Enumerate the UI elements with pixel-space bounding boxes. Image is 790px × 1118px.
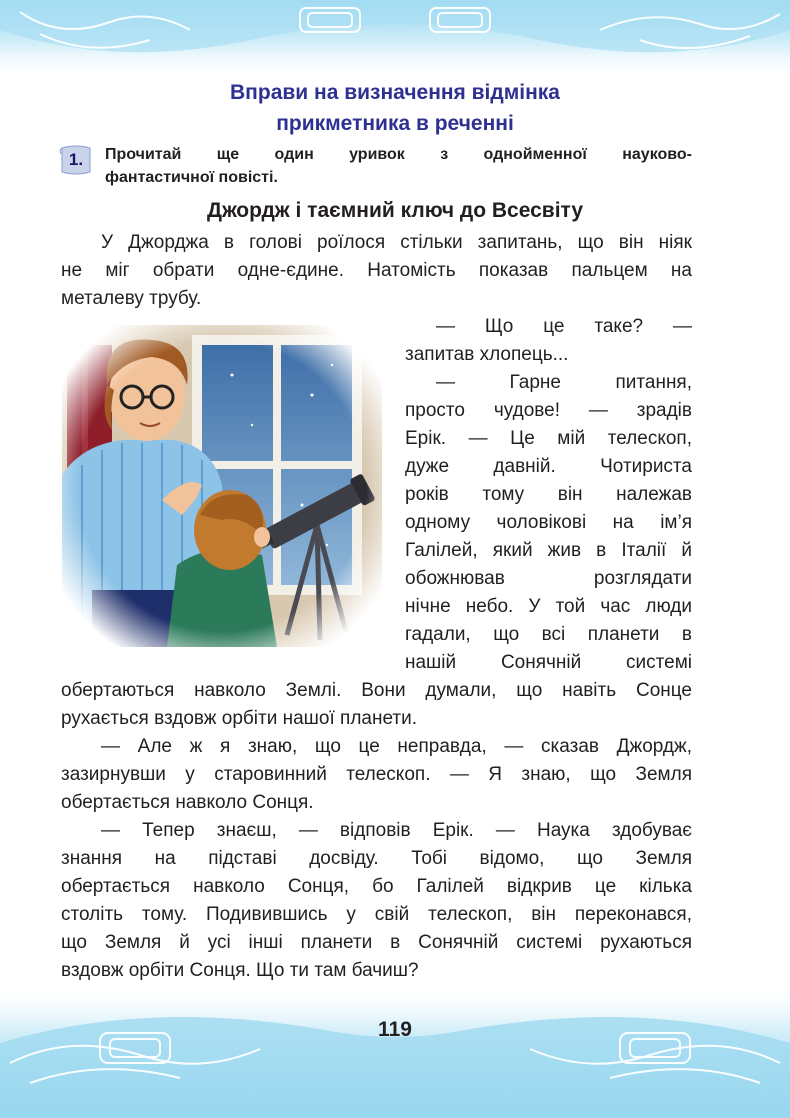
story-line: У Джорджа в голові роїлося стільки запитань, що він ніяк xyxy=(101,232,692,253)
story-line: років тому він належав xyxy=(405,484,692,505)
story-line: металеву трубу. xyxy=(61,288,202,309)
task-instruction-line-1: Прочитай ще один уривок з однойменної науково- xyxy=(105,146,692,163)
story-line: що Земля й усі інші планети в Сонячній системі рухаються xyxy=(61,932,692,953)
story-line: нічне небо. У той час люди xyxy=(405,596,692,617)
story-line: одному чоловікові на ім’я xyxy=(405,512,692,533)
story-line: зазирнувши у старовинний телескоп. — Я знаю, що Земля xyxy=(61,764,692,785)
story-line: століть тому. Подивившись у свій телескоп, він переконався, xyxy=(61,904,692,925)
story-line: рухається вздовж орбіти нашої планети. xyxy=(61,708,417,729)
section-title-line-1: Вправи на визначення відмінка xyxy=(230,81,560,104)
bottom-decorative-border xyxy=(0,983,790,1118)
task-number-badge xyxy=(58,142,94,178)
story-line: просто чудове! — зрадів xyxy=(405,400,692,421)
story-line: не міг обрати одне-єдине. Натомість показав пальцем на xyxy=(61,260,692,281)
story-line: — Гарне питання, xyxy=(436,372,692,393)
story-line: — Що це таке? — xyxy=(436,316,692,337)
story-line: обертаються навколо Землі. Вони думали, що навіть Сонце xyxy=(61,680,692,701)
story-line: нашій Сонячній системі xyxy=(405,652,692,673)
story-line: обожнював розглядати xyxy=(405,568,692,589)
task-number: 1. xyxy=(68,150,84,169)
section-title-line-2: прикметника в реченні xyxy=(276,112,514,135)
story-line: знання на підставі досвіду. Тобі відомо, що Земля xyxy=(61,848,692,869)
page-number: 119 xyxy=(378,1018,412,1041)
story-line: — Тепер знаєш, — відповів Ерік. — Наука здобуває xyxy=(101,820,692,841)
story-line: дуже давній. Чотириста xyxy=(405,456,692,477)
story-line: вздовж орбіти Сонця. Що ти там бачиш? xyxy=(61,960,419,981)
telescope-illustration xyxy=(62,325,382,647)
story-line: Ерік. — Це мій телескоп, xyxy=(405,428,692,449)
top-decorative-border xyxy=(0,0,790,80)
story-line: запитав хлопець... xyxy=(405,344,569,365)
story-line: обертається навколо Сонця, бо Галілей відкрив це кілька xyxy=(61,876,692,897)
task-instruction-line-2: фантастичної повісті. xyxy=(105,169,278,186)
story-line: обертається навколо Сонця. xyxy=(61,792,314,813)
story-title: Джордж і таємний ключ до Всесвіту xyxy=(206,199,584,222)
story-line: гадали, що всі планети в xyxy=(405,624,692,645)
story-line: Галілей, який жив в Італії й xyxy=(405,540,692,561)
story-line: — Але ж я знаю, що це неправда, — сказав Джордж, xyxy=(101,736,692,757)
